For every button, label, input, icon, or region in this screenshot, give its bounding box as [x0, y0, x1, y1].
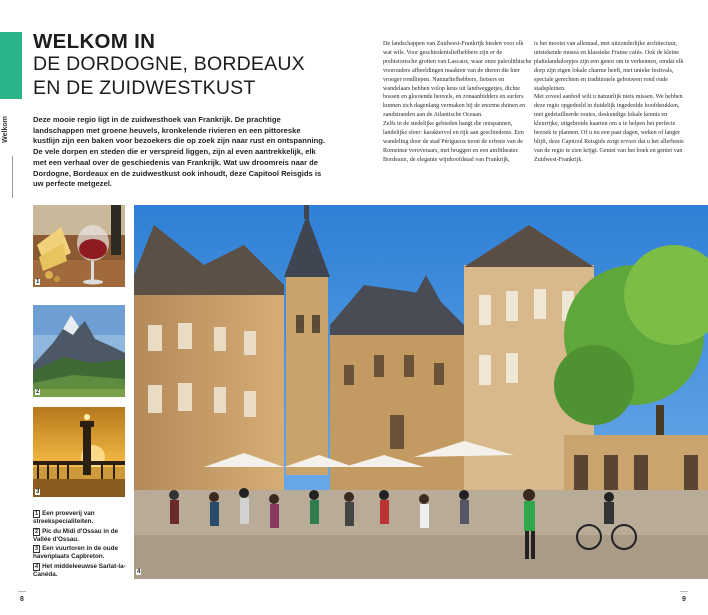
body-column-2: [534, 40, 684, 165]
section-label: Welkom: [1, 116, 9, 143]
paragraph: Met zoveel aanbod wilt u natuurlijk niets missen. We hebben deze regio opgedeeld in duidelijk ingedeelde hoofdstukken, met gedetailleerde routes, deskundige lokale kennis en kleurrijke, uitgebreide kaarten om u te helpen het perfecte bezoek te plannen. Of u nu een paar dagen, weken of langer blijft, deze Capitool Reisgids zorgt ervoor dat u het allerbeste van de regio te zien krijgt. Geniet van het boek en geniet van Zuidwest-Frankrijk.: [534, 94, 684, 163]
caption-number: 1: [35, 511, 39, 517]
caption-number: 2: [35, 528, 39, 535]
paragraph: De landschappen van Zuidwest-Frankrijk bieden voor elk wat wils. Voor geschiedenisliefhebbers zijn er de prehistorische grotten van Lascaux, waar onze paleolithische voorouders afbeeldingen maakten van de dieren die hier vroeger rondliepen. Natuurliefhebbers, fietsers en wandelaars hebben volop keus uit landweggetjes, dichte bossen en glooiende heuvels, en zonaanbidders en surfers kunnen zich dagenlang vermaken bij de enorme duinen en zandstranden aan de Atlantische Oceaan.: [383, 41, 532, 119]
photo-captions: [33, 510, 128, 580]
caption-text: Pic du Midi d'Ossau in de Vallée d'Ossau.: [33, 527, 119, 543]
caption-text: Het middeleeuwse Sarlat-la-Canéda.: [33, 562, 126, 578]
intro-paragraph: Deze mooie regio ligt in de zuidwesthoek van Frankrijk. De prachtige landschappen met groene heuvels, kronkelende rivieren en een pittoreske kustlijn zijn een baken voor bezoekers die op zoek zijn naar rust en ontspanning. De vele dorpen en steden die er verspreid liggen, zijn al even aantrekkelijk, elk met een verhaal over de geschiedenis van Frankrijk. Wat uw droomreis naar de Dordogne, Bordeaux en de zuidwestkust ook inhoudt, deze Capitool Reisgids is uw perfecte metgezel.: [33, 115, 325, 189]
page-title-line1: WELKOM IN: [33, 30, 156, 53]
body-column-1: [383, 40, 533, 165]
caption-number: 3: [35, 546, 39, 553]
page-title-line3: EN DE ZUIDWESTKUST: [33, 77, 256, 99]
photo-number: 4: [137, 569, 141, 575]
caption-text: Een vuurtoren in de oude havenplaats Capbreton.: [33, 545, 118, 561]
caption-item: [33, 510, 128, 526]
page-rule-right: [680, 591, 688, 592]
caption-text: Een proeverij van streekspecialiteiten.: [33, 510, 95, 525]
photo-number: 2: [36, 389, 40, 395]
caption-item: [33, 528, 128, 544]
paragraph: Zelfs in de stedelijke gebieden hangt die ontspannen, landelijke sfeer: karaktervol en rijk aan geschiedenis. Een wandeling door de stad Périgueux toont de erfenis van de Romeinse veroveraars, met bruggen en een amfitheater. Bordeaux, de elegante wijnhoofdstad van Frankrijk,: [383, 121, 524, 163]
page-number-right: 9: [682, 596, 686, 603]
photo-lighthouse: [33, 407, 125, 497]
caption-item: [33, 563, 128, 579]
page-title-line2: DE DORDOGNE, BORDEAUX: [33, 53, 305, 75]
photo-tasting: [33, 205, 125, 287]
photo-number: 3: [36, 489, 40, 495]
page-rule-left: [18, 591, 26, 592]
photo-sarlat: [134, 205, 708, 579]
page-number-left: 8: [20, 596, 24, 603]
photo-mountain: [33, 305, 125, 397]
caption-item: [33, 545, 128, 561]
paragraph: is het mooist van allemaal, met uitzonderlijke architectuur, uitstekende musea en klassieke Franse cafés. Ook de kleine plattelandsdorpjes zijn een genot om te verkennen, omdat elk dorp zijn eigen lokale charme heeft, met unieke festivals, speciale gerechten en traditionele gebouwen rond oude stadspleinen.: [534, 41, 684, 92]
caption-number: 4: [35, 563, 39, 570]
photo-number: 1: [36, 279, 40, 285]
divider: [12, 156, 13, 198]
section-tab: [0, 32, 22, 99]
